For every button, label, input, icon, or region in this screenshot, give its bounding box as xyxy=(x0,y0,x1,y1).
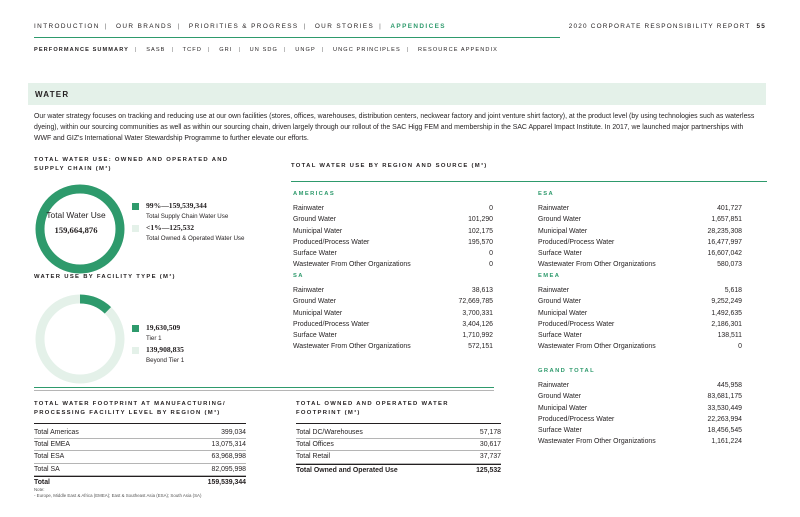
data-row xyxy=(293,296,493,307)
total-label: Total Owned and Operated Use xyxy=(296,466,398,474)
row-value: 572,151 xyxy=(468,343,493,351)
region-title: EMEA xyxy=(538,273,561,279)
row-value: 5,618 xyxy=(724,287,742,294)
data-row xyxy=(296,427,501,439)
facility-donut-svg xyxy=(32,291,128,387)
manufacturing-top-rule xyxy=(34,423,246,424)
region-title: GRAND TOTAL xyxy=(538,368,596,374)
row-value: 2,186,301 xyxy=(711,320,742,328)
region-emea xyxy=(538,273,742,353)
row-value: 3,700,331 xyxy=(462,309,493,317)
data-row xyxy=(538,330,742,341)
region-title: ESA xyxy=(538,191,555,197)
row-label: Produced/Process Water xyxy=(293,238,370,246)
row-value: 13,075,314 xyxy=(211,441,246,449)
row-label: Ground Water xyxy=(538,393,582,401)
row-value: 72,669,785 xyxy=(458,298,493,306)
total-label: Total xyxy=(34,478,50,486)
data-row xyxy=(538,296,742,307)
data-row xyxy=(538,285,742,296)
footnote xyxy=(34,487,201,500)
legend-label-tier1: Tier 1 xyxy=(146,335,162,342)
row-label: Rainwater xyxy=(538,382,570,389)
manufacturing-heading: TOTAL WATER FOOTPRINT AT MANUFACTURING/ PROCESSING FACILITY LEVEL BY REGION (M³) xyxy=(34,401,226,416)
total-use-heading: TOTAL WATER USE: OWNED AND OPERATED AND SUPPLY CHAIN (M³) xyxy=(34,157,229,172)
row-value: 37,737 xyxy=(479,453,501,461)
owned-total-row xyxy=(296,464,501,476)
row-value: 1,657,851 xyxy=(711,216,742,224)
total-use-center-value: 159,664,876 xyxy=(54,225,98,235)
row-value: 1,161,224 xyxy=(711,438,742,446)
row-label: Surface Water xyxy=(293,332,337,340)
nav-separator: | xyxy=(177,23,181,30)
row-value: 0 xyxy=(489,261,493,269)
row-value: 16,477,997 xyxy=(707,238,742,246)
data-row xyxy=(538,403,742,414)
data-row xyxy=(538,319,742,330)
data-row xyxy=(293,285,493,296)
row-value: 9,252,249 xyxy=(711,298,742,306)
data-row xyxy=(293,203,493,214)
row-label: Wastewater From Other Organizations xyxy=(293,261,411,269)
row-label: Total Retail xyxy=(296,453,331,461)
subnav-separator: | xyxy=(284,47,287,53)
page-number: 55 xyxy=(756,23,766,30)
row-value: 401,727 xyxy=(717,205,742,212)
nav-introduction[interactable]: INTRODUCTION xyxy=(34,23,100,30)
row-value: 57,178 xyxy=(479,429,501,436)
data-row xyxy=(293,237,493,248)
row-label: Surface Water xyxy=(538,332,582,340)
subnav-performance-summary[interactable]: PERFORMANCE SUMMARY xyxy=(34,47,129,53)
subnav-sasb[interactable]: SASB xyxy=(146,47,166,53)
owned-top-rule xyxy=(296,423,501,424)
manufacturing-rows xyxy=(34,427,246,476)
data-row xyxy=(538,237,742,248)
row-label: Surface Water xyxy=(538,427,582,435)
row-value: 28,235,308 xyxy=(707,227,742,235)
row-label: Produced/Process Water xyxy=(538,238,615,246)
subnav-separator: | xyxy=(238,47,241,53)
total-value: 159,539,344 xyxy=(207,478,246,486)
data-row xyxy=(293,214,493,225)
bottom-divider xyxy=(34,387,494,388)
report-header xyxy=(569,23,766,30)
region-grand-total xyxy=(538,368,742,448)
row-label: Total EMEA xyxy=(34,441,70,449)
data-row xyxy=(538,341,742,352)
region-rows xyxy=(293,285,493,353)
sub-navigation xyxy=(34,47,498,53)
data-row xyxy=(34,451,246,463)
intro-paragraph: Our water strategy focuses on tracking and reducing use at our own facilities (stores, offices, warehouses, distribution centers, neckwear factory and joint venture shirt factory), at the product level (by using technologies such as waterless dyeing), within our sourcing communities as well as within our sourcing chain, driven largely through our rollout of the SAC Higg FEM and membership in the SAC Apparel Impact Institute. In 2017, we launched major partnerships with WWF and GIZ's International Water Stewardship Programme to further elevate our efforts. xyxy=(34,113,755,142)
data-row xyxy=(538,226,742,237)
legend-label-beyond-tier1: Beyond Tier 1 xyxy=(146,357,185,364)
nav-separator: | xyxy=(303,23,307,30)
subnav-separator: | xyxy=(171,47,175,53)
region-source-heading: TOTAL WATER USE BY REGION AND SOURCE (M³) xyxy=(291,163,488,169)
row-value: 16,607,042 xyxy=(707,250,742,258)
row-value: 18,456,545 xyxy=(707,427,742,435)
nav-our-brands[interactable]: OUR BRANDS xyxy=(116,23,173,30)
data-row xyxy=(293,308,493,319)
row-label: Wastewater From Other Organizations xyxy=(293,343,411,351)
bottom-divider-thin xyxy=(34,390,494,391)
subnav-separator: | xyxy=(207,47,211,53)
row-value: 63,968,998 xyxy=(211,453,246,461)
row-value: 101,290 xyxy=(468,216,493,224)
data-row xyxy=(34,427,246,439)
data-row xyxy=(293,330,493,341)
header-divider xyxy=(34,37,560,38)
data-row xyxy=(538,248,742,259)
manufacturing-table xyxy=(34,427,246,488)
top-navigation xyxy=(34,23,446,30)
data-row xyxy=(293,341,493,352)
row-label: Total DC/Warehouses xyxy=(296,429,363,436)
region-source-divider xyxy=(291,181,767,182)
data-row xyxy=(538,414,742,425)
row-label: Total SA xyxy=(34,465,60,473)
footnote-text: - Europe, Middle East & Africa (EMEA); East & Southeast Asia (ESA); South Asia (SA) xyxy=(34,493,202,499)
row-value: 1,710,992 xyxy=(462,332,493,340)
row-label: Wastewater From Other Organizations xyxy=(538,343,656,351)
nav-appendices[interactable]: APPENDICES xyxy=(390,23,446,30)
data-row xyxy=(538,214,742,225)
data-row xyxy=(293,226,493,237)
row-label: Total Offices xyxy=(296,441,334,449)
nav-priorities-progress[interactable]: PRIORITIES & PROGRESS xyxy=(188,23,299,30)
data-row xyxy=(296,439,501,451)
nav-separator: | xyxy=(104,23,108,30)
data-row xyxy=(293,248,493,259)
row-value: 580,073 xyxy=(717,261,742,269)
row-label: Municipal Water xyxy=(538,309,588,317)
row-value: 3,404,126 xyxy=(462,320,493,328)
legend-value-beyond-tier1: 139,908,835 xyxy=(146,345,184,354)
row-label: Municipal Water xyxy=(538,227,588,235)
subnav-un-sdg[interactable]: UN SDG xyxy=(249,47,279,53)
row-label: Rainwater xyxy=(293,287,325,294)
row-label: Ground Water xyxy=(293,298,337,306)
nav-our-stories[interactable]: OUR STORIES xyxy=(314,23,375,30)
region-rows xyxy=(538,380,742,448)
data-row xyxy=(34,464,246,476)
row-label: Rainwater xyxy=(538,205,570,212)
section-title: WATER xyxy=(35,90,70,99)
row-label: Produced/Process Water xyxy=(538,320,615,328)
row-value: 399,034 xyxy=(221,429,246,436)
data-row xyxy=(538,436,742,447)
row-label: Rainwater xyxy=(293,205,325,212)
row-label: Surface Water xyxy=(538,250,582,258)
data-row xyxy=(293,319,493,330)
nav-separator: | xyxy=(379,23,383,30)
subnav-separator: | xyxy=(134,47,138,53)
subnav-gri[interactable]: GRI xyxy=(219,47,233,53)
region-rows xyxy=(293,203,493,271)
data-row xyxy=(296,451,501,463)
row-value: 22,263,994 xyxy=(707,415,742,423)
subnav-ungc-principles[interactable]: UNGC PRINCIPLES xyxy=(333,47,401,53)
row-value: 83,681,175 xyxy=(707,393,742,401)
row-value: 195,570 xyxy=(468,238,493,246)
row-value: 38,613 xyxy=(471,287,493,294)
row-value: 0 xyxy=(738,343,742,351)
data-row xyxy=(538,380,742,391)
data-row xyxy=(538,203,742,214)
row-value: 1,492,635 xyxy=(711,309,742,317)
data-row xyxy=(538,391,742,402)
row-value: 30,617 xyxy=(479,441,501,449)
region-americas xyxy=(293,191,493,271)
data-row xyxy=(538,259,742,270)
row-value: 102,175 xyxy=(468,227,493,235)
subnav-separator: | xyxy=(406,47,410,53)
legend-value-supply-chain: 99%—159,539,344 xyxy=(146,201,207,210)
row-label: Wastewater From Other Organizations xyxy=(538,261,656,269)
row-label: Rainwater xyxy=(538,287,570,294)
legend-swatch-owned xyxy=(132,225,139,232)
footnote-title: Note: xyxy=(34,487,45,492)
region-sa xyxy=(293,273,493,353)
owned-heading: TOTAL OWNED AND OPERATED WATER FOOTPRINT (M³) xyxy=(296,401,449,416)
data-row xyxy=(34,439,246,451)
section-band xyxy=(28,83,766,105)
row-label: Surface Water xyxy=(293,250,337,258)
region-rows xyxy=(538,285,742,353)
facility-heading: WATER USE BY FACILITY TYPE (M³) xyxy=(34,274,176,280)
subnav-separator: | xyxy=(321,47,325,53)
row-value: 138,511 xyxy=(717,332,742,340)
row-label: Produced/Process Water xyxy=(293,320,370,328)
row-label: Total ESA xyxy=(34,453,65,461)
report-title: 2020 CORPORATE RESPONSIBILITY REPORT xyxy=(568,23,751,30)
row-label: Municipal Water xyxy=(538,404,588,412)
row-value: 445,958 xyxy=(717,382,742,389)
facility-donut xyxy=(32,291,128,387)
region-title: SA xyxy=(293,273,304,279)
row-value: 0 xyxy=(489,250,493,258)
row-label: Ground Water xyxy=(538,298,582,306)
row-label: Produced/Process Water xyxy=(538,415,615,423)
data-row xyxy=(538,308,742,319)
region-esa xyxy=(538,191,742,271)
facility-slice-1 xyxy=(40,299,120,379)
owned-rows xyxy=(296,427,501,464)
data-row xyxy=(293,259,493,270)
owned-table xyxy=(296,427,501,476)
legend-swatch-supply-chain xyxy=(132,203,139,210)
row-label: Ground Water xyxy=(538,216,582,224)
row-label: Wastewater From Other Organizations xyxy=(538,438,656,446)
legend-value-tier1: 19,630,509 xyxy=(146,323,181,332)
total-value: 125,532 xyxy=(476,466,501,474)
legend-value-owned: <1%—125,532 xyxy=(146,223,194,232)
row-value: 0 xyxy=(489,205,493,212)
row-value: 82,095,998 xyxy=(211,465,246,473)
subnav-ungp[interactable]: UNGP xyxy=(295,47,316,53)
legend-label-supply-chain: Total Supply Chain Water Use xyxy=(146,213,229,220)
subnav-tcfd[interactable]: TCFD xyxy=(182,47,202,53)
legend-swatch-tier1 xyxy=(132,325,139,332)
region-title: AMERICAS xyxy=(293,191,336,197)
row-label: Municipal Water xyxy=(293,227,343,235)
row-label: Municipal Water xyxy=(293,309,343,317)
subnav-resource-appendix[interactable]: RESOURCE APPENDIX xyxy=(418,47,498,53)
legend-label-owned: Total Owned & Operated Water Use xyxy=(146,235,245,242)
data-row xyxy=(538,425,742,436)
region-rows xyxy=(538,203,742,271)
legend-swatch-beyond-tier1 xyxy=(132,347,139,354)
total-use-center-label: Total Water Use xyxy=(46,210,106,220)
row-value: 33,530,449 xyxy=(707,404,742,412)
row-label: Ground Water xyxy=(293,216,337,224)
row-label: Total Americas xyxy=(34,429,79,436)
